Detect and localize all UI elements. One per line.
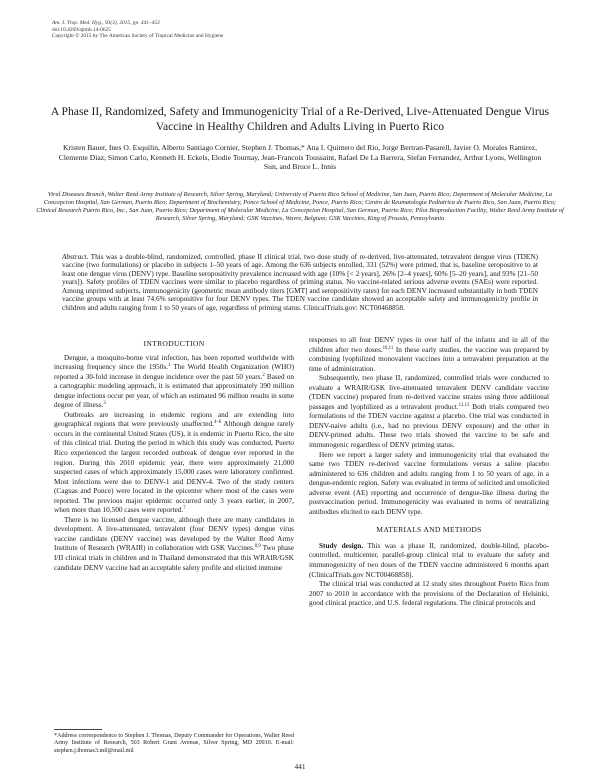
intro-paragraph-6: Here we report a larger safety and immunogenicity trial that evaluated the same two TDEN re-derived vaccine formulations versus a saline placebo administered to 636 children and adults ranging from 1 to 50 years of age, in a dengue-endemic region. Safety was evaluated in terms of solicited and unsolicited adverse event (AE) reporting and occurrence of dengue-like illness during the postvaccination period. Immunogenicity was evaluated in terms of neutralizing antibodies elicited to each DENV type. [309, 450, 549, 516]
article-title: A Phase II, Randomized, Safety and Immunogenicity Trial of a Re-Derived, Live-Attenuated Dengue Virus Vaccine in Healthy Children and Adults Living in Puerto Rico [50, 105, 550, 133]
intro-paragraph-2: Outbreaks are increasing in endemic regions and are extending into geographical regions that were previously unaffected.$^{4-6}$ Although dengue rarely occurs in the continental United States (US), it is endemic in Puerto Rico, the site of this clinical trial. During the period in which this study was conducted, Puerto Rico experienced the largest recorded outbreak of dengue ever reported in the region. During this 2010 epidemic year, there were approximately 21,000 suspected cases of which approximately 15,000 cases were laboratory confirmed. Most infections were due to DENV-1 and DENV-4. Two of the study centers (Caguas and Ponce) were located in the epicenter where most of the cases were reported. The previous major epidemic occurred only 3 years earlier, in 2007, when more than 10,500 cases were reported.$^7$ [54, 410, 294, 515]
abstract-text: This was a double-blind, randomized, controlled, phase II clinical trial, two dose study of re-derived, live-attenuated, tetravalent dengue virus (TDEN) vaccine (two formulations) or placebo in subjects 1–50 years of age. Among the 636 subjects enrolled, 331 (52%) were primed, that is, baseline seropositive to at least one dengue virus (DENV) type. Baseline seropositivity prevalence increased with age (10% [< 2 years], 26% [2–4 years], 60% [5–20 years], and 93% [21–50 years]). Safety profiles of TDEN vaccines were similar to placebo regardless of priming status. No vaccine-related serious adverse events (SAEs) were reported. Among unprimed subjects, immunogenicity (geometric mean antibody titers [GMT] and seropositivity rates) for each DENV increased substantially in both TDEN vaccine groups with at least 74.6% seropositive for four DENV types. The TDEN vaccine candidate showed an acceptable safety and immunogenicity profile in children and adults ranging from 1 to 50 years of age, regardless of priming status. ClinicalTrials.gov: NCT00468858. [62, 253, 538, 312]
methods-heading: MATERIALS AND METHODS [376, 525, 482, 535]
intro-paragraph-3: There is no licensed dengue vaccine, although there are many candidates in development. A live-attenuated, tetravalent (four DENV types) dengue virus vaccine candidate (DENV vaccine) was developed by the Walter Reed Army Institute of Research (WRAIR) in collaboration with GSK Vaccines.$^{8,9}$ Two phase I/II clinical trials in children and in Thailand demonstrated that this WRAIR/GSK candidate DENV vaccine had an acceptable safety profile and elicited immune [54, 515, 294, 572]
intro-paragraph-1: Dengue, a mosquito-borne viral infection, has been reported worldwide with increasing frequency since the 1950s.$^1$ The World Health Organization (WHO) reported a 30-fold increase in dengue incidence over the past 50 years.$^2$ Based on a cartographic modeling approach, it is estimated that approximately 390 million dengue infections occur per year, of which an estimated 96 million results in some degree of illness.$^3$ [54, 353, 294, 410]
journal-line-1: Am. J. Trop. Med. Hyg., 93(3), 2015, pp. 441–453 [52, 20, 160, 26]
abstract-label: Abstract. [62, 253, 89, 261]
introduction-heading: INTRODUCTION [143, 339, 205, 348]
journal-citation [52, 20, 352, 40]
author-list: Kristen Bauer, Ines O. Esquilin, Alberto Santiago Cornier, Stephen J. Thomas,* Ana I. Quintero del Rio, Jorge Bertran-Pasarell, Javier O. Morales Ramirez, Clemente Diaz, Simon Carlo, Kenneth H. Eckels, Elodie Tournay, Jean-Francois Toussaint, Rafael De La Barrera, Stefan Fernandez, Arthur Lyons, Wellington Sun, and Bruce L. Innis [58, 143, 542, 172]
intro-paragraph-4: responses to all four DENV types in over half of the infants and in all of the children after two doses.$^{10,11}$ In these early studies, the vaccine was prepared by combining lyophilized monovalent vaccines into a tetravalent preparation at the time of administration. [309, 336, 549, 373]
intro-paragraph-5: Subsequently, two phase II, randomized, controlled trials were conducted to evaluate a WRAIR/GSK live-attenuated tetravalent DENV candidate vaccine (TDEN vaccine) prepared from re-derived vaccine strains using three additional passages and lyophilized as a tetravalent product.$^{12,13}$ Both trials compared two formulations of the TDEN vaccine against a placebo. One trial was conducted in DENV-naive adults (i.e., had no previous DENV exposure) and the other in DENV-primed adults. These two trials showed the vaccine to be safe and immunogenic regardless of DENV priming status. [309, 374, 549, 450]
left-column [54, 336, 294, 573]
journal-copyright: Copyright © 2015 by The American Society of Tropical Medicine and Hygiene [52, 33, 224, 40]
affiliations: Viral Diseases Branch, Walter Reed Army Institute of Research, Silver Spring, Maryland; University of Puerto Rico School of Medicine, San Juan, Puerto Rico; Department of Molecular Medicine, La Concepcion Hospital, San German, Puerto Rico; Department of Biochemistry, Ponce School of Medicine, Ponce, Puerto Rico; Centro de Reumatología Pediatrica de Puerto Rico, San Juan, Puerto Rico; Clinical Research Puerto Rico, Inc., San Juan, Puerto Rico; Department of Molecular Medicine, La Concepcion Hospital, San German, Puerto Rico; Pilot Bioproduction Facility, Walter Reed Army Institute of Research, Silver Spring, Maryland; GSK Vaccines, Wavre, Belgium; GSK Vaccines, King of Prussia, Pennsylvania [36, 191, 564, 222]
study-design-runin: Study design. [319, 541, 364, 550]
right-column [309, 336, 549, 609]
correspondence-footnote: *Address correspondence to Stephen J. Thomas, Deputy Commander for Operations, Walter Reed Army Institute of Research, 503 Robert Grant Avenue, Silver Spring, MD 20910. E-mail: stephen.j.thomas3.mil@mail.mil [54, 733, 294, 754]
journal-doi: doi:10.4269/ajtmh.14-0625 [52, 26, 111, 33]
methods-paragraph-2: The clinical trial was conducted at 12 study sites throughout Puerto Rico from 2007 to 2010 in accordance with the provisions of the Declaration of Helsinki, good clinical practice, and U.S. federal regulations. The clinical protocols and [309, 580, 549, 608]
abstract [62, 253, 538, 312]
page-number: 441 [294, 762, 306, 771]
methods-paragraph-1: Study design. This was a phase II, randomized, double-blind, placebo-controlled, multicenter, parallel-group clinical trial to evaluate the safety and immunogenicity of two doses of the TDEN vaccine administered 6 months apart (ClinicalTrials.gov NCT00468858). [309, 541, 549, 579]
footnote-rule [54, 729, 102, 730]
